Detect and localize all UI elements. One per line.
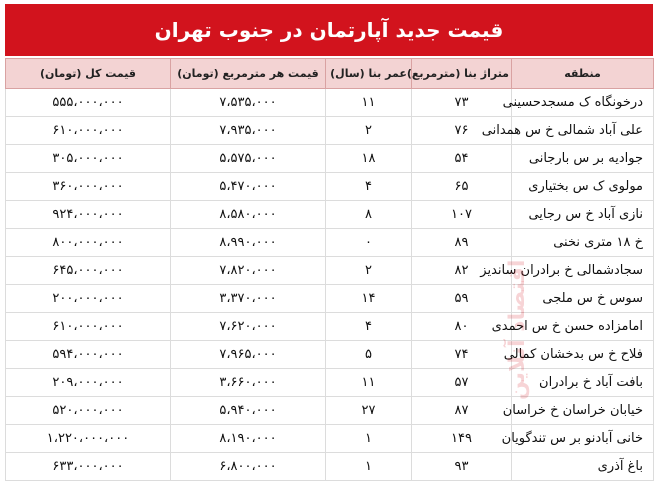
cell-total: ۵۹۴،۰۰۰،۰۰۰ (6, 341, 171, 369)
cell-age: ۸ (326, 201, 412, 229)
cell-region: فلاح خ س بدخشان کمالی (512, 341, 654, 369)
cell-region: خ ۱۸ متری نخنی (512, 229, 654, 257)
cell-price-per-m2: ۷،۹۳۵،۰۰۰ (171, 117, 326, 145)
table-row (6, 117, 654, 145)
cell-age: ۱۸ (326, 145, 412, 173)
table-header (6, 59, 654, 89)
cell-total: ۸۰۰،۰۰۰،۰۰۰ (6, 229, 171, 257)
page-title: قیمت جدید آپارتمان در جنوب تهران (5, 4, 653, 56)
cell-region: علی آباد شمالی خ س همدانی (512, 117, 654, 145)
table-row (6, 257, 654, 285)
watermark: اقتصاد (505, 259, 530, 332)
cell-total: ۹۲۴،۰۰۰،۰۰۰ (6, 201, 171, 229)
cell-total: ۳۶۰،۰۰۰،۰۰۰ (6, 173, 171, 201)
cell-area: ۸۰ (412, 313, 512, 341)
header-age: عمر بنا (سال) (326, 59, 412, 89)
cell-total: ۲۰۰،۰۰۰،۰۰۰ (6, 285, 171, 313)
cell-age: ۱ (326, 425, 412, 453)
cell-price-per-m2: ۷،۸۲۰،۰۰۰ (171, 257, 326, 285)
cell-age: ۲ (326, 117, 412, 145)
header-row (6, 59, 654, 89)
cell-price-per-m2: ۵،۹۴۰،۰۰۰ (171, 397, 326, 425)
cell-price-per-m2: ۷،۹۶۵،۰۰۰ (171, 341, 326, 369)
table-row (6, 369, 654, 397)
cell-age: ۴ (326, 313, 412, 341)
cell-age: ۱۱ (326, 89, 412, 117)
cell-area: ۵۹ (412, 285, 512, 313)
cell-price-per-m2: ۳،۶۶۰،۰۰۰ (171, 369, 326, 397)
cell-region: خانی آبادنو بر س تندگویان (512, 425, 654, 453)
cell-total: ۵۵۵،۰۰۰،۰۰۰ (6, 89, 171, 117)
price-table (5, 58, 654, 481)
cell-region: جوادیه بر س بارجانی (512, 145, 654, 173)
table-row (6, 173, 654, 201)
cell-price-per-m2: ۸،۵۸۰،۰۰۰ (171, 201, 326, 229)
cell-age: ۲۷ (326, 397, 412, 425)
cell-age: ۴ (326, 173, 412, 201)
cell-age: ۰ (326, 229, 412, 257)
cell-area: ۹۳ (412, 453, 512, 481)
cell-region: درخونگاه ک مسجدحسینی (512, 89, 654, 117)
table-row (6, 229, 654, 257)
cell-region: سوس خ س ملجی (512, 285, 654, 313)
cell-area: ۷۶ (412, 117, 512, 145)
cell-price-per-m2: ۸،۹۹۰،۰۰۰ (171, 229, 326, 257)
table-row (6, 397, 654, 425)
cell-region: سجادشمالی خ برادران ساندیز (512, 257, 654, 285)
cell-total: ۵۲۰،۰۰۰،۰۰۰ (6, 397, 171, 425)
cell-region: بافت آباد خ برادران (512, 369, 654, 397)
cell-age: ۵ (326, 341, 412, 369)
cell-region: خیابان خراسان خ خراسان (512, 397, 654, 425)
cell-region: باغ آذری (512, 453, 654, 481)
cell-age: ۱۱ (326, 369, 412, 397)
cell-total: ۲۰۹،۰۰۰،۰۰۰ (6, 369, 171, 397)
cell-area: ۵۷ (412, 369, 512, 397)
table-row (6, 285, 654, 313)
cell-age: ۲ (326, 257, 412, 285)
cell-price-per-m2: ۷،۶۲۰،۰۰۰ (171, 313, 326, 341)
header-total: قیمت کل (تومان) (6, 59, 171, 89)
cell-total: ۶۱۰،۰۰۰،۰۰۰ (6, 313, 171, 341)
table-row (6, 453, 654, 481)
cell-total: ۶۳۳،۰۰۰،۰۰۰ (6, 453, 171, 481)
cell-area: ۶۵ (412, 173, 512, 201)
table-row (6, 341, 654, 369)
table-row (6, 425, 654, 453)
cell-region: مولوی ک س بختیاری (512, 173, 654, 201)
table-row (6, 313, 654, 341)
cell-price-per-m2: ۶،۸۰۰،۰۰۰ (171, 453, 326, 481)
cell-price-per-m2: ۷،۵۳۵،۰۰۰ (171, 89, 326, 117)
cell-area: ۷۳ (412, 89, 512, 117)
table-body (6, 89, 654, 481)
cell-region: امامزاده حسن خ س احمدی (512, 313, 654, 341)
cell-area: ۸۲ (412, 257, 512, 285)
cell-price-per-m2: ۵،۵۷۵،۰۰۰ (171, 145, 326, 173)
header-price-per-m2: قیمت هر مترمربع (تومان) (171, 59, 326, 89)
cell-total: ۶۴۵،۰۰۰،۰۰۰ (6, 257, 171, 285)
cell-area: ۵۴ (412, 145, 512, 173)
cell-age: ۱ (326, 453, 412, 481)
cell-area: ۱۰۷ (412, 201, 512, 229)
table-row (6, 145, 654, 173)
cell-area: ۱۴۹ (412, 425, 512, 453)
cell-region: نازی آباد خ س رجایی (512, 201, 654, 229)
cell-price-per-m2: ۵،۴۷۰،۰۰۰ (171, 173, 326, 201)
cell-age: ۱۴ (326, 285, 412, 313)
table-row (6, 89, 654, 117)
cell-area: ۸۹ (412, 229, 512, 257)
cell-price-per-m2: ۳،۳۷۰،۰۰۰ (171, 285, 326, 313)
header-area: متراژ بنا (مترمربع) (412, 59, 512, 89)
cell-price-per-m2: ۸،۱۹۰،۰۰۰ (171, 425, 326, 453)
cell-total: ۶۱۰،۰۰۰،۰۰۰ (6, 117, 171, 145)
table-row (6, 201, 654, 229)
cell-area: ۷۴ (412, 341, 512, 369)
cell-total: ۳۰۵،۰۰۰،۰۰۰ (6, 145, 171, 173)
cell-total: ۱،۲۲۰،۰۰۰،۰۰۰ (6, 425, 171, 453)
header-region: منطقه (512, 59, 654, 89)
cell-area: ۸۷ (412, 397, 512, 425)
